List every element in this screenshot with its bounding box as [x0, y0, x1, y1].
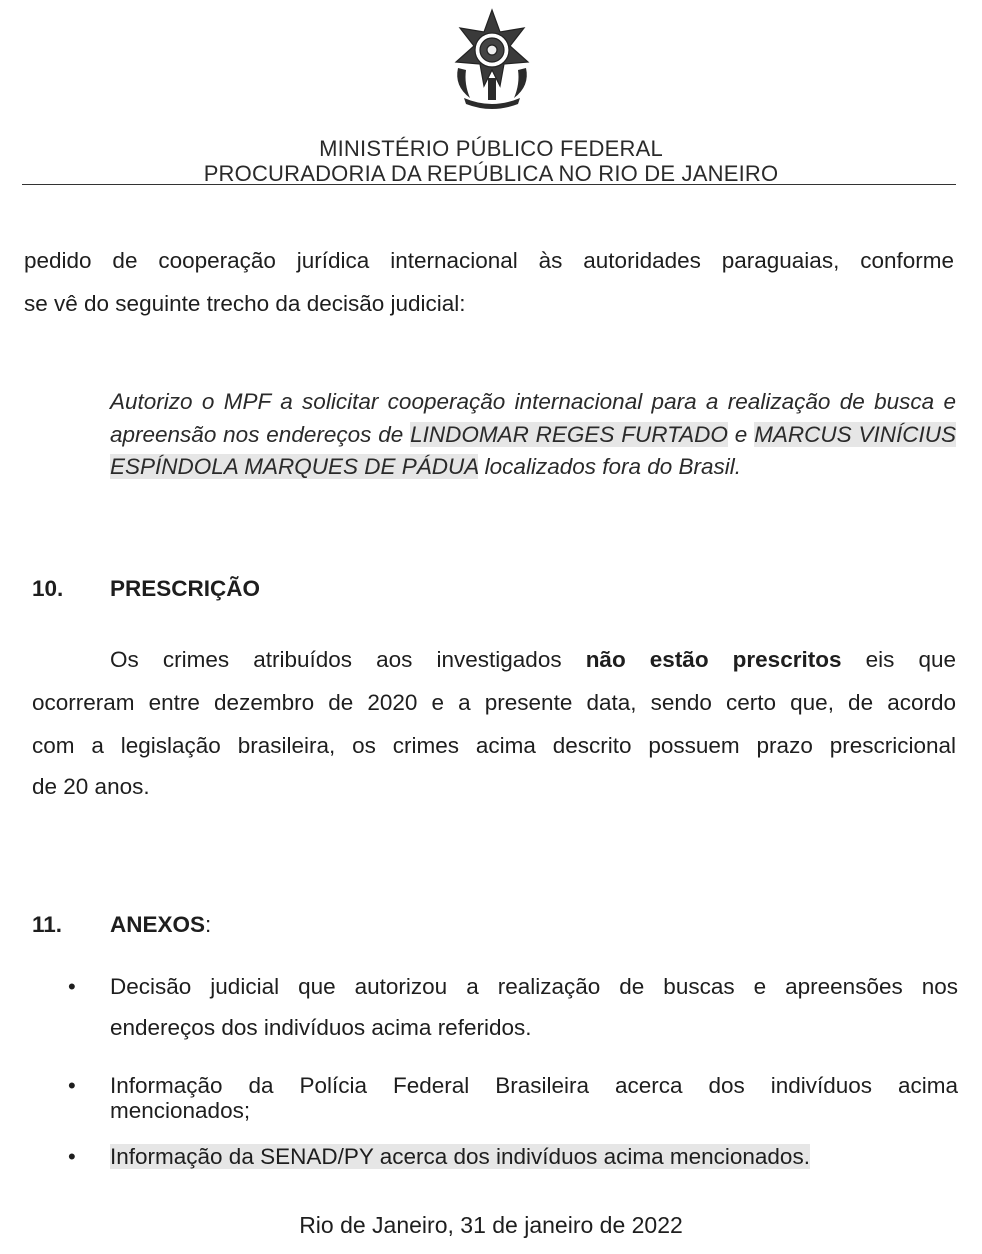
section-10-text-after: eis que [841, 647, 956, 672]
section-11-title: ANEXOS [110, 912, 206, 937]
section-10-line-3: com a legislação brasileira, os crimes acima descrito possuem prazo prescricional [32, 733, 956, 758]
quote-text-3: localizados fora do Brasil. [478, 454, 742, 479]
section-10-line-4: de 20 anos. [32, 774, 150, 799]
annex-item-2-line-1: Informação da Polícia Federal Brasileira acerca dos indivíduos acima [110, 1073, 958, 1098]
brazil-coat-of-arms-icon [444, 6, 540, 112]
judicial-quote [110, 386, 956, 484]
quote-name-1: LINDOMAR REGES FURTADO [410, 421, 728, 447]
section-11-title-wrap [110, 912, 211, 938]
section-10-number: 10. [32, 576, 64, 601]
quote-text-2: e [727, 421, 755, 447]
section-10-line-1 [110, 639, 956, 681]
intro-line-1: pedido de cooperação jurídica internacional às autoridades paraguaias, conforme [24, 248, 954, 273]
section-10-text-before: Os crimes atribuídos aos investigados [110, 647, 586, 672]
header-ministry: MINISTÉRIO PÚBLICO FEDERAL [319, 136, 663, 161]
section-11-title-suffix: : [205, 912, 212, 937]
annex-item-3-text: Informação da SENAD/PY acerca dos indivíduos acima mencionados. [110, 1144, 810, 1169]
section-10-line-2: ocorreram entre dezembro de 2020 e a presente data, sendo certo que, de acordo [32, 690, 956, 715]
annex-item-3-line-1 [110, 1144, 810, 1170]
bullet-icon: • [68, 974, 76, 999]
intro-line-2: se vê do seguinte trecho da decisão judicial: [24, 291, 466, 316]
quote-text-1: Autorizo o MPF a solicitar cooperação internacional para a realização de busca e apreensão nos endereços de [110, 389, 956, 447]
bullet-icon: • [68, 1073, 76, 1098]
section-10-title: PRESCRIÇÃO [110, 576, 261, 601]
section-11-number: 11. [32, 912, 63, 937]
annex-item-1-line-1: Decisão judicial que autorizou a realização de buscas e apreensões nos [110, 974, 958, 999]
section-10-text-bold: não estão prescritos [585, 647, 842, 672]
annex-item-2-line-2: mencionados; [110, 1098, 251, 1123]
quote-name-2: MARCUS VINÍCIUS ESPÍNDOLA MARQUES DE PÁDUA [110, 421, 956, 479]
header-procuradoria: PROCURADORIA DA REPÚBLICA NO RIO DE JANEIRO [203, 161, 779, 186]
signature-date: Rio de Janeiro, 31 de janeiro de 2022 [299, 1212, 683, 1238]
annex-item-1-line-2: endereços dos indivíduos acima referidos. [110, 1015, 532, 1040]
bullet-icon: • [68, 1144, 76, 1169]
header-divider [22, 184, 956, 185]
